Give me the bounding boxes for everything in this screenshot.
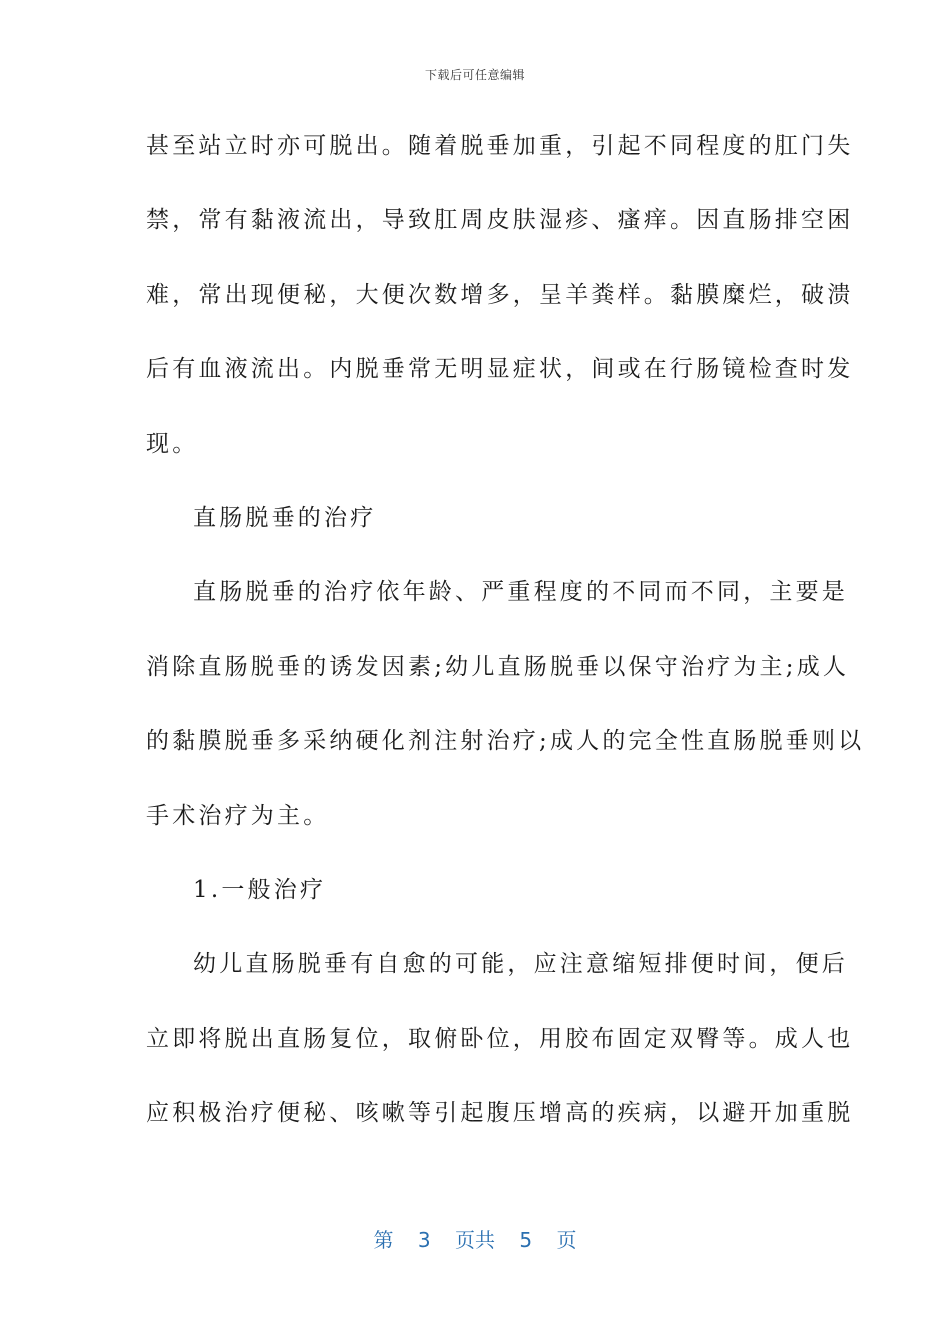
total-pages-number: 5 — [519, 1228, 533, 1252]
page-label-prefix: 第 — [373, 1228, 394, 1252]
paragraph-line: 难，常出现便秘，大便次数增多，呈羊粪样。黏膜糜烂，破溃 — [146, 281, 854, 308]
paragraph-line: 后有血液流出。内脱垂常无明显症状，间或在行肠镜检查时发 — [146, 356, 854, 383]
current-page-number: 3 — [417, 1228, 431, 1252]
paragraph-line: 现。 — [146, 430, 199, 457]
page-header: 下载后可任意编辑 — [424, 68, 525, 82]
section-heading: 直肠脱垂的治疗 — [193, 504, 377, 531]
page-footer — [0, 1224, 950, 1253]
document-body — [146, 126, 865, 1167]
paragraph-line: 消除直肠脱垂的诱发因素;幼儿直肠脱垂以保守治疗为主;成人 — [146, 653, 850, 680]
paragraph-line: 立即将脱出直肠复位，取俯卧位，用胶布固定双臀等。成人也 — [146, 1025, 854, 1052]
page-label-middle: 页共 — [455, 1228, 495, 1252]
paragraph-line: 幼儿直肠脱垂有自愈的可能，应注意缩短排便时间，便后 — [193, 951, 848, 978]
paragraph-line: 手术治疗为主。 — [146, 802, 330, 829]
paragraph-line: 应积极治疗便秘、咳嗽等引起腹压增高的疾病，以避开加重脱 — [146, 1100, 854, 1127]
paragraph-line: 甚至站立时亦可脱出。随着脱垂加重，引起不同程度的肛门失 — [146, 133, 854, 159]
page-label-suffix: 页 — [556, 1228, 577, 1252]
paragraph-line: 的黏膜脱垂多采纳硬化剂注射治疗;成人的完全性直肠脱垂则以 — [146, 728, 865, 755]
paragraph-line: 直肠脱垂的治疗依年龄、严重程度的不同而不同，主要是 — [193, 579, 848, 606]
paragraph-line: 禁，常有黏液流出，导致肛周皮肤湿疹、瘙痒。因直肠排空困 — [146, 207, 854, 234]
subsection-heading: 1.一般治疗 — [193, 876, 327, 903]
